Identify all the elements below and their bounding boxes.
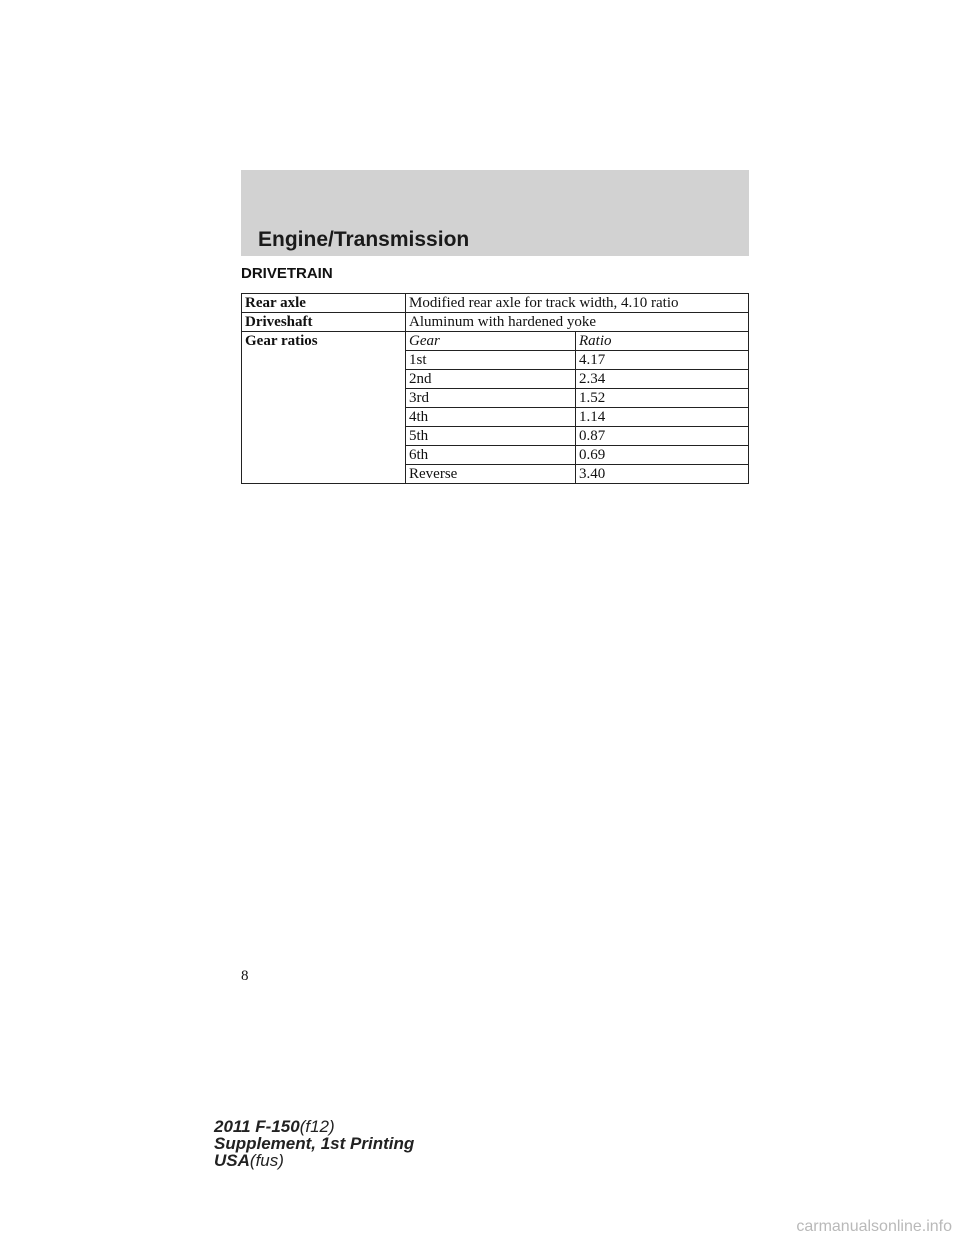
table-row	[242, 294, 749, 313]
footer-model-code: (f12)	[299, 1117, 335, 1136]
ratio-cell: 3.40	[576, 465, 749, 484]
gear-cell: Reverse	[406, 465, 576, 484]
rear-axle-label: Rear axle	[242, 294, 406, 313]
drivetrain-table	[241, 293, 749, 484]
gear-cell: 4th	[406, 408, 576, 427]
page-number: 8	[241, 968, 249, 984]
ratio-cell: 2.34	[576, 370, 749, 389]
ratio-column-header: Ratio	[576, 332, 749, 351]
section-title: DRIVETRAIN	[241, 265, 333, 282]
ratio-cell: 0.87	[576, 427, 749, 446]
table-row	[242, 332, 749, 351]
print-footer	[214, 1118, 414, 1169]
footer-line-market	[214, 1152, 414, 1169]
gear-cell: 2nd	[406, 370, 576, 389]
ratio-cell: 0.69	[576, 446, 749, 465]
rear-axle-value: Modified rear axle for track width, 4.10 ratio	[406, 294, 749, 313]
gear-column-header: Gear	[406, 332, 576, 351]
gear-ratios-label: Gear ratios	[242, 332, 406, 484]
table-row	[242, 313, 749, 332]
chapter-header	[241, 170, 749, 256]
gear-cell: 3rd	[406, 389, 576, 408]
footer-line-printing: Supplement, 1st Printing	[214, 1134, 415, 1153]
ratio-cell: 1.14	[576, 408, 749, 427]
ratio-cell: 1.52	[576, 389, 749, 408]
gear-cell: 6th	[406, 446, 576, 465]
driveshaft-value: Aluminum with hardened yoke	[406, 313, 749, 332]
driveshaft-label: Driveshaft	[242, 313, 406, 332]
footer-market-code: (fus)	[249, 1151, 284, 1170]
footer-market: USA	[214, 1151, 250, 1170]
chapter-title: Engine/Transmission	[258, 228, 470, 251]
watermark: carmanualsonline.info	[796, 1218, 952, 1235]
footer-model: 2011 F-150	[214, 1117, 300, 1136]
ratio-cell: 4.17	[576, 351, 749, 370]
gear-cell: 5th	[406, 427, 576, 446]
footer-line-model	[214, 1118, 414, 1135]
gear-cell: 1st	[406, 351, 576, 370]
